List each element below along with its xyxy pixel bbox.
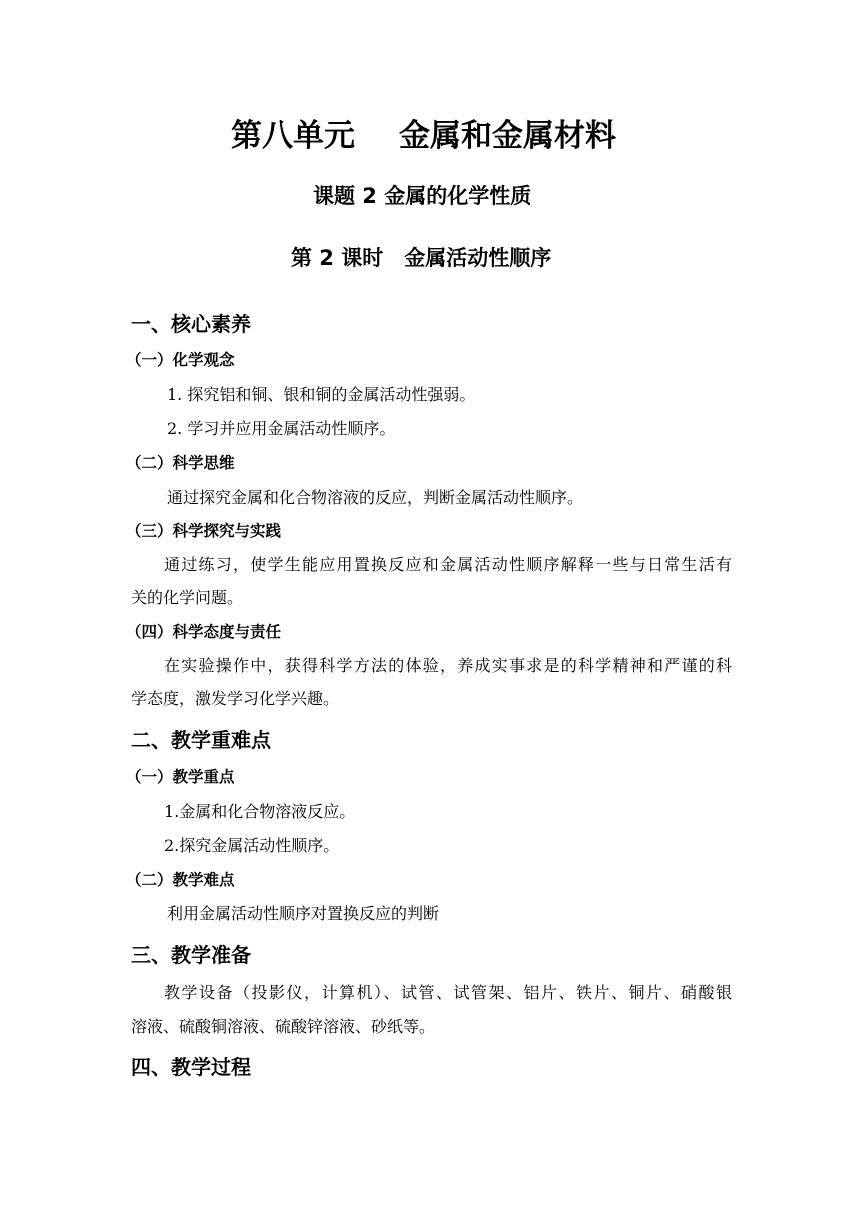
- paragraph-line: 学态度，激发学习化学兴趣。: [131, 689, 340, 708]
- paragraph: 利用金属活动性顺序对置换反应的判断: [167, 904, 440, 923]
- paragraph-line: 关的化学问题。: [131, 588, 244, 607]
- subsection-heading-teaching-focus: （一）教学重点: [126, 768, 235, 786]
- list-item: 2.探究金属活动性顺序。: [164, 836, 340, 855]
- section-heading-core-literacy: 一、核心素养: [131, 312, 251, 336]
- paragraph: 通过探究金属和化合物溶液的反应，判断金属活动性顺序。: [167, 488, 584, 507]
- subsection-heading-teaching-difficulty: （二）教学难点: [126, 871, 235, 889]
- paragraph-line: 教学设备（投影仪，计算机）、试管、试管架、铝片、铁片、铜片、硝酸银: [164, 983, 732, 1002]
- subsection-heading-scientific-thinking: （二）科学思维: [126, 454, 235, 472]
- section-heading-preparation: 三、教学准备: [131, 943, 251, 967]
- paragraph-line: 通过练习，使学生能应用置换反应和金属活动性顺序解释一些与日常生活有: [164, 555, 732, 574]
- period-title: 第 2 课时 金属活动性顺序: [291, 246, 552, 270]
- lesson-title: 课题 2 金属的化学性质: [313, 184, 532, 208]
- section-heading-teaching-process: 四、教学过程: [131, 1055, 251, 1079]
- list-item: 1. 探究铝和铜、银和铜的金属活动性强弱。: [167, 385, 476, 404]
- subsection-heading-attitude: （四）科学态度与责任: [126, 623, 282, 641]
- paragraph-line: 在实验操作中，获得科学方法的体验，养成实事求是的科学精神和严谨的科: [164, 656, 732, 675]
- list-item: 2. 学习并应用金属活动性顺序。: [167, 419, 396, 438]
- unit-number: 第八单元: [231, 118, 355, 154]
- unit-name: 金属和金属材料: [399, 118, 616, 154]
- section-heading-key-points: 二、教学重难点: [131, 728, 271, 752]
- subsection-heading-chemistry-concept: （一）化学观念: [126, 351, 235, 369]
- paragraph-line: 溶液、硫酸铜溶液、硫酸锌溶液、砂纸等。: [131, 1017, 436, 1036]
- subsection-heading-scientific-inquiry: （三）科学探究与实践: [126, 522, 282, 540]
- list-item: 1.金属和化合物溶液反应。: [164, 802, 356, 821]
- unit-title: [231, 110, 616, 155]
